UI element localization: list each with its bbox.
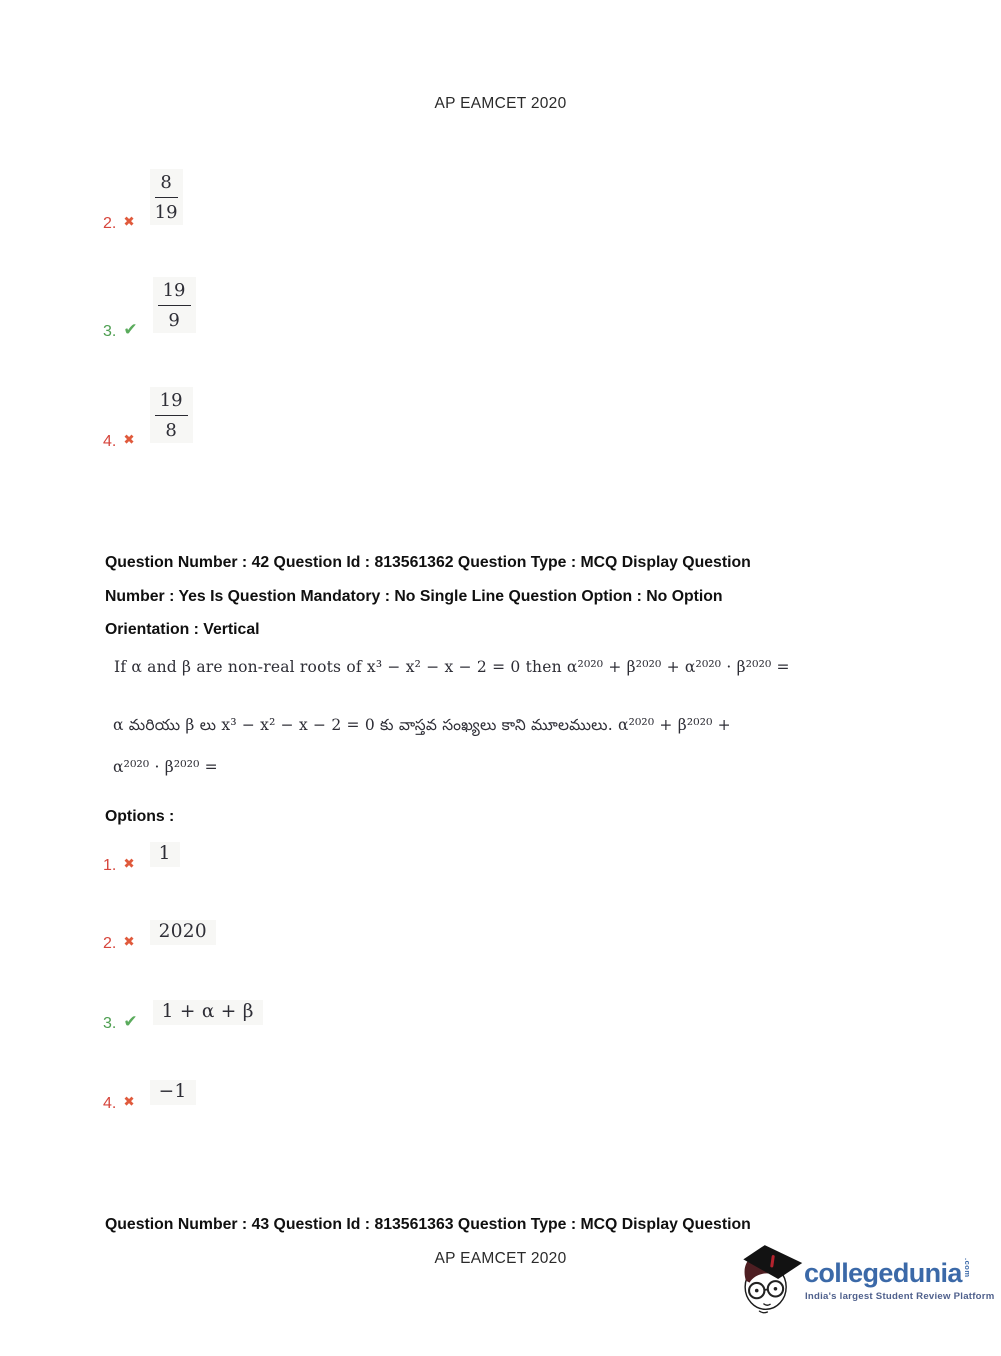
option-label <box>103 1095 150 1113</box>
fraction-value <box>153 277 196 333</box>
fraction-numerator: 19 <box>158 280 191 306</box>
option-number: 4. <box>103 433 117 450</box>
options-heading: Options : <box>105 808 175 825</box>
correct-mark-icon: ✔ <box>123 320 138 339</box>
question-43-header <box>105 1208 875 1242</box>
collegedunia-mascot-icon <box>738 1243 804 1315</box>
collegedunia-domain: .com <box>962 1258 972 1278</box>
option-number: 3. <box>103 1015 117 1032</box>
option-label <box>103 433 150 451</box>
fraction-denominator: 19 <box>154 202 178 223</box>
option-value: 1 + α + β <box>153 1000 263 1025</box>
fraction-value <box>150 387 193 443</box>
wrong-mark-icon: ✖ <box>123 1094 135 1109</box>
option-number: 1. <box>103 857 117 874</box>
question-42-header <box>105 546 875 647</box>
header-line: Question Number : 43 Question Id : 813561363 Question Type : MCQ Display Question <box>105 1216 751 1233</box>
fraction-value <box>150 169 183 225</box>
option-value: 1 <box>150 842 180 867</box>
option-label <box>103 1014 153 1033</box>
fraction-denominator: 8 <box>165 420 177 441</box>
correct-mark-icon: ✔ <box>123 1012 138 1031</box>
fraction-numerator: 19 <box>155 390 188 416</box>
collegedunia-logo <box>738 1243 993 1318</box>
header-line: Question Number : 42 Question Id : 813561362 Question Type : MCQ Display Question <box>105 554 751 571</box>
wrong-mark-icon: ✖ <box>123 856 135 871</box>
option-row-4 <box>103 1080 196 1112</box>
header-line: Orientation : Vertical <box>105 621 260 639</box>
option-row-3 <box>103 1000 263 1032</box>
fraction-numerator: 8 <box>155 172 178 198</box>
wrong-mark-icon: ✖ <box>123 432 135 447</box>
prev-option-row-4 <box>103 387 193 450</box>
option-row-1 <box>103 842 180 874</box>
option-number: 3. <box>103 323 117 340</box>
question-42-telugu-text-line2: α²⁰²⁰ · β²⁰²⁰ = <box>113 758 218 776</box>
page-title: AP EAMCET 2020 <box>434 95 567 112</box>
option-label <box>103 322 153 341</box>
option-number: 4. <box>103 1095 117 1112</box>
question-42-telugu-text-line1: α మరియు β లు x³ − x² − x − 2 = 0 కు వాస్తవ సంఖ్యలు కాని మూలములు. α²⁰²⁰ + β²⁰²⁰ + <box>113 716 731 734</box>
option-number: 2. <box>103 935 117 952</box>
collegedunia-tagline: India's largest Student Review Platform <box>805 1291 995 1302</box>
fraction-denominator: 9 <box>168 310 180 331</box>
prev-option-row-3 <box>103 277 196 340</box>
page-footer-title: AP EAMCET 2020 <box>434 1250 567 1267</box>
option-value: −1 <box>150 1080 196 1105</box>
header-line: Number : Yes Is Question Mandatory : No Single Line Question Option : No Option <box>105 587 723 605</box>
wrong-mark-icon: ✖ <box>123 214 135 229</box>
prev-option-row-2 <box>103 169 183 232</box>
option-row-2 <box>103 920 216 952</box>
wrong-mark-icon: ✖ <box>123 934 135 949</box>
option-number: 2. <box>103 215 117 232</box>
option-label <box>103 857 150 875</box>
collegedunia-brand: collegedunia <box>804 1258 962 1288</box>
option-label <box>103 935 150 953</box>
question-42-english-text: If α and β are non-real roots of x³ − x² − x − 2 = 0 then α²⁰²⁰ + β²⁰²⁰ + α²⁰²⁰ · β²⁰²⁰ = <box>114 658 790 676</box>
option-label <box>103 215 150 233</box>
collegedunia-brand-row <box>804 1258 972 1289</box>
option-value: 2020 <box>150 920 216 945</box>
